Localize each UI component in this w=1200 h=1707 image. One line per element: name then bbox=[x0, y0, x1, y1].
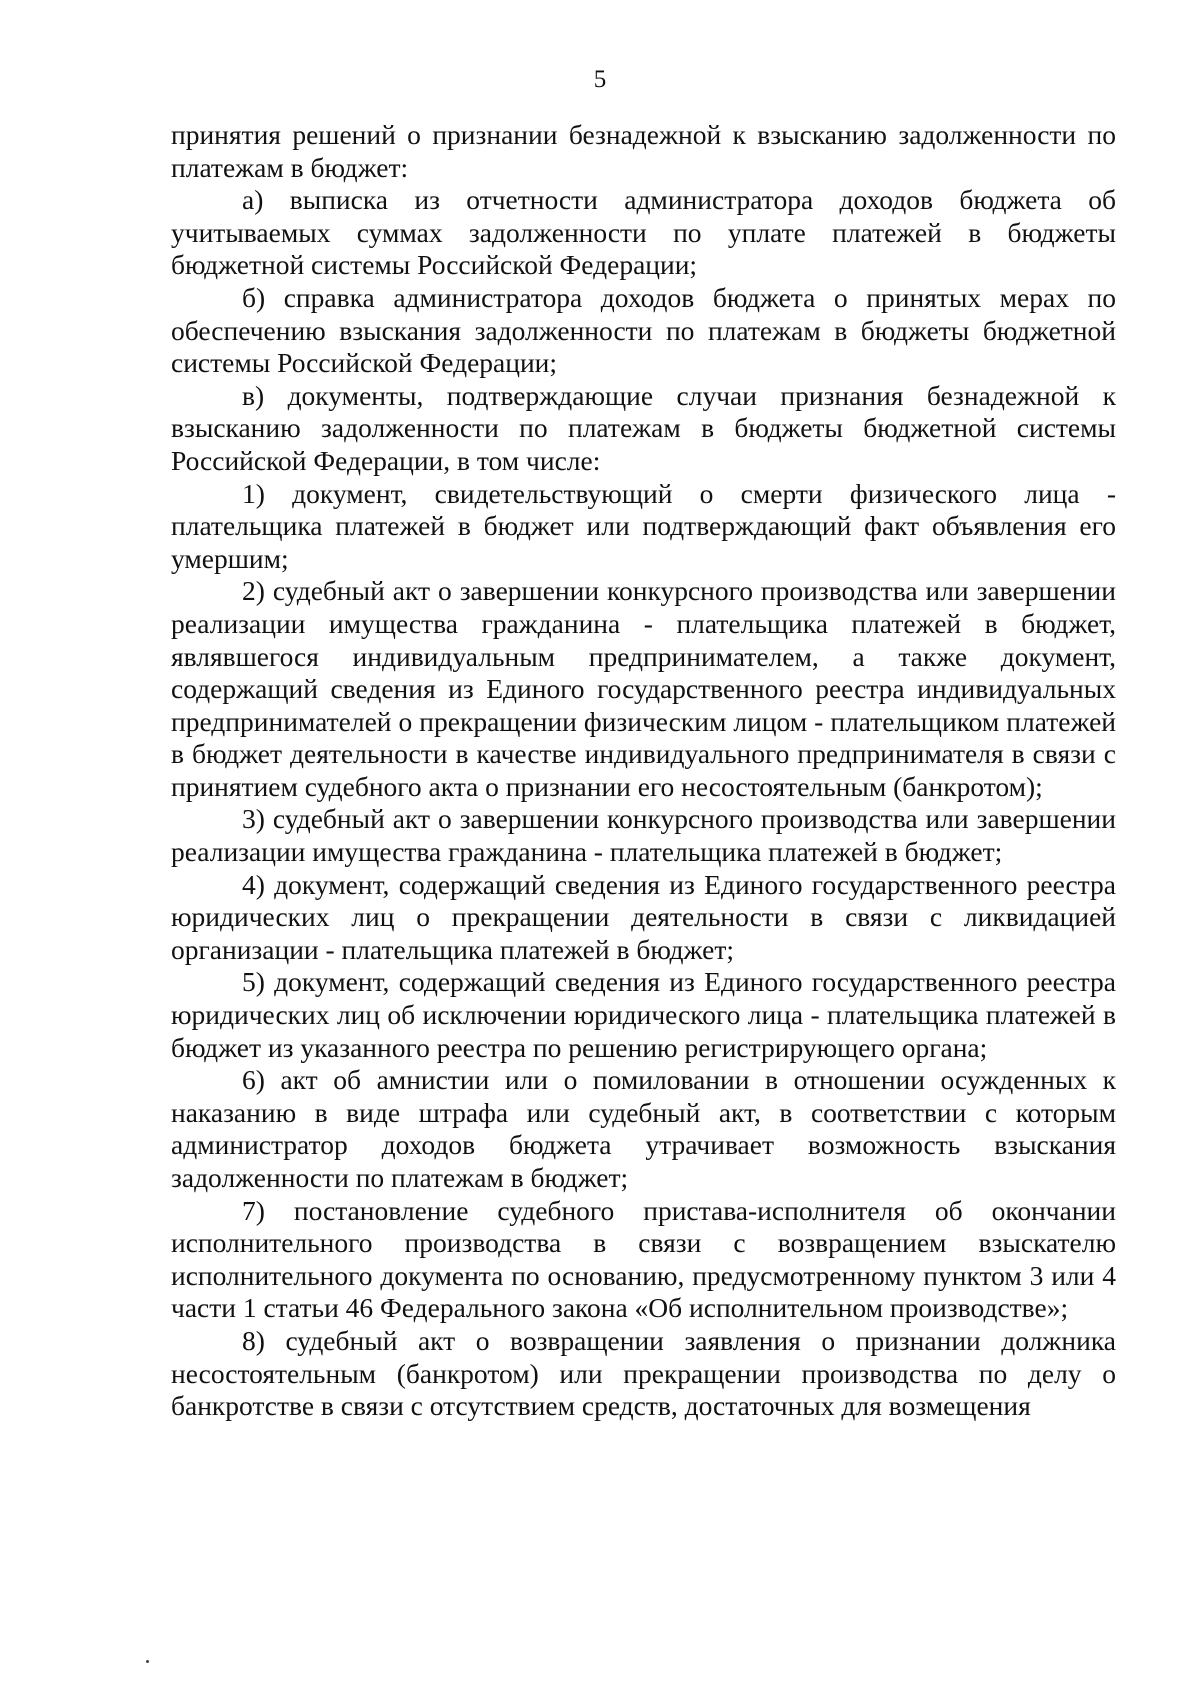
paragraph-item-a: а) выписка из отчетности администратора доходов бюджета об учитываемых суммах задолженности по уплате платежей в бюджеты бюджетной системы Российской Федерации; bbox=[171, 184, 1116, 281]
paragraph-item-4: 4) документ, содержащий сведения из Единого государственного реестра юридических лиц о прекращении деятельности в связи с ликвидацией организации - плательщика платежей в бюджет; bbox=[171, 868, 1116, 965]
paragraph-item-8: 8) судебный акт о возвращении заявления о признании должника несостоятельным (банкротом) или прекращении производства по делу о банкротстве в связи с отсутствием средств, достаточных для возмещения bbox=[171, 1324, 1116, 1422]
paragraph-item-1: 1) документ, свидетельствующий о смерти физического лица - плательщика платежей в бюджет или подтверждающий факт объявления его умершим; bbox=[171, 477, 1116, 574]
paragraph-item-2: 2) судебный акт о завершении конкурсного производства или завершении реализации имущества гражданина - плательщика платежей в бюджет, являвшегося индивидуальным предпринимателем, а также документ, содержащий сведения из Единого государственного реестра индивидуальных предпринимателей о прекращении физическим лицом - плательщиком платежей в бюджет деятельности в качестве индивидуального предпринимателя в связи с принятием судебного акта о признании его несостоятельным (банкротом); bbox=[171, 575, 1116, 802]
paragraph-item-3: 3) судебный акт о завершении конкурсного производства или завершении реализации имущества гражданина - плательщика платежей в бюджет; bbox=[171, 803, 1116, 868]
paragraph-item-5: 5) документ, содержащий сведения из Единого государственного реестра юридических лиц об исключении юридического лица - плательщика платежей в бюджет из указанного реестра по решению регистрирующего органа; bbox=[171, 966, 1116, 1063]
paragraph-intro-continuation: принятия решений о признании безнадежной к взысканию задолженности по платежам в бюджет: bbox=[171, 119, 1116, 183]
page-number: 5 bbox=[593, 66, 607, 93]
paragraph-item-v: в) документы, подтверждающие случаи признания безнадежной к взысканию задолженности по платежам в бюджеты бюджетной системы Российской Федерации, в том числе: bbox=[171, 379, 1116, 476]
paragraph-item-6: 6) акт об амнистии или о помиловании в отношении осужденных к наказанию в виде штрафа или судебный акт, в соответствии с которым администратор доходов бюджета утрачивает возможность взыскания задолженности по платежам в бюджет; bbox=[171, 1064, 1116, 1193]
paragraph-item-7: 7) постановление судебного пристава-исполнителя об окончании исполнительного производства в связи с возвращением взыскателю исполнительного документа по основанию, предусмотренному пунктом 3 или 4 части 1 статьи 46 Федерального закона «Об исполнительном производстве»; bbox=[171, 1194, 1116, 1324]
document-body bbox=[171, 119, 1116, 1423]
paragraph-item-b: б) справка администратора доходов бюджета о принятых мерах по обеспечению взыскания задолженности по платежам в бюджеты бюджетной системы Российской Федерации; bbox=[171, 281, 1116, 379]
scan-speck bbox=[146, 1660, 149, 1663]
